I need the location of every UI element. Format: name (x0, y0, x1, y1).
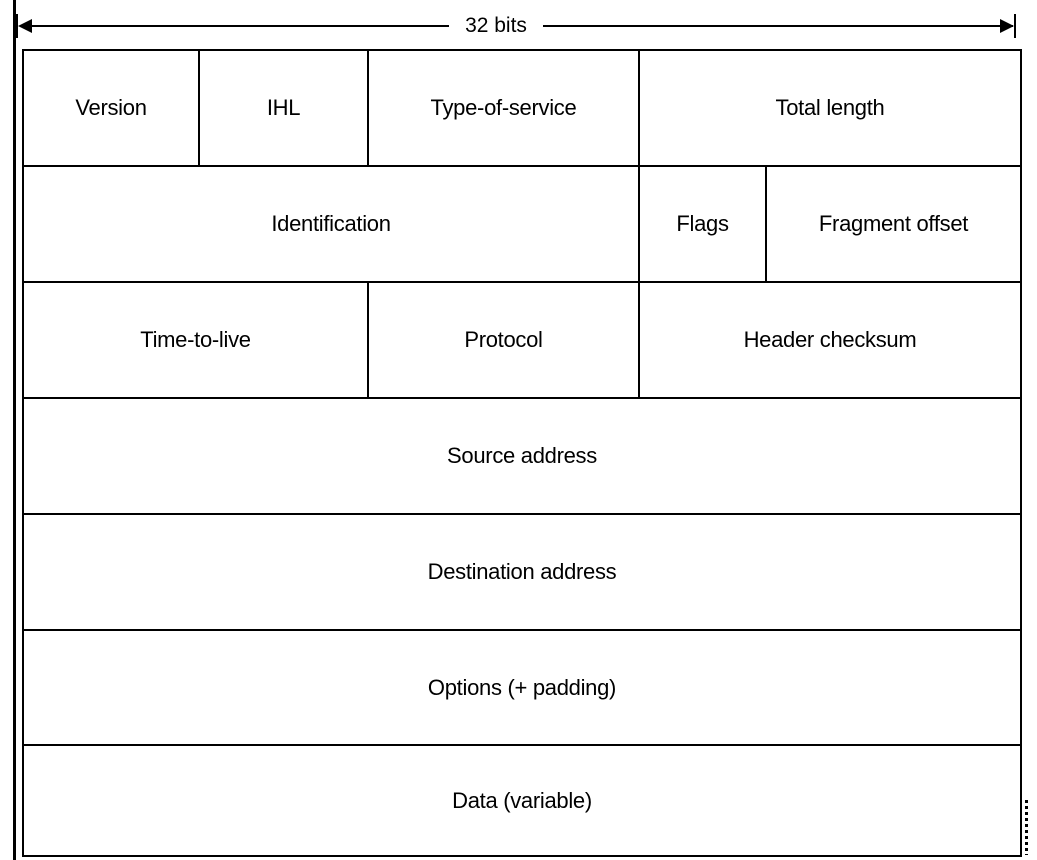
field-type-of-service: Type-of-service (369, 51, 640, 165)
field-source-address: Source address (447, 443, 597, 468)
left-border-bar (13, 0, 16, 860)
field-ihl: IHL (200, 51, 369, 165)
field-flags: Flags (640, 167, 767, 281)
header-row-5 (24, 515, 1020, 631)
header-row-4 (24, 399, 1020, 515)
header-row-3 (24, 283, 1020, 399)
ruler-label: 32 bits (465, 14, 527, 37)
field-time-to-live: Time-to-live (24, 283, 369, 397)
bit-width-ruler (16, 10, 1018, 38)
field-version: Version (24, 51, 200, 165)
field-fragment-offset: Fragment offset (818, 211, 969, 236)
field-total-length: Total length (775, 95, 885, 120)
header-row-7 (24, 746, 1020, 855)
continuation-dots (1025, 800, 1028, 855)
ruler-right-line (543, 25, 1013, 27)
ruler-right-arrow-icon (1000, 19, 1014, 33)
ruler-left-line (26, 25, 449, 27)
header-row-1 (24, 51, 1020, 167)
header-row-2 (24, 167, 1020, 283)
header-row-6 (24, 631, 1020, 746)
ip-header-diagram (22, 49, 1022, 857)
field-protocol: Protocol (369, 283, 640, 397)
field-identification: Identification (24, 167, 640, 281)
field-header-checksum: Header checksum (743, 327, 917, 352)
field-destination-address: Destination address (427, 559, 617, 584)
field-options: Options (+ padding) (427, 674, 617, 700)
field-data: Data (variable) (452, 787, 592, 813)
ruler-right-tick (1014, 14, 1016, 38)
